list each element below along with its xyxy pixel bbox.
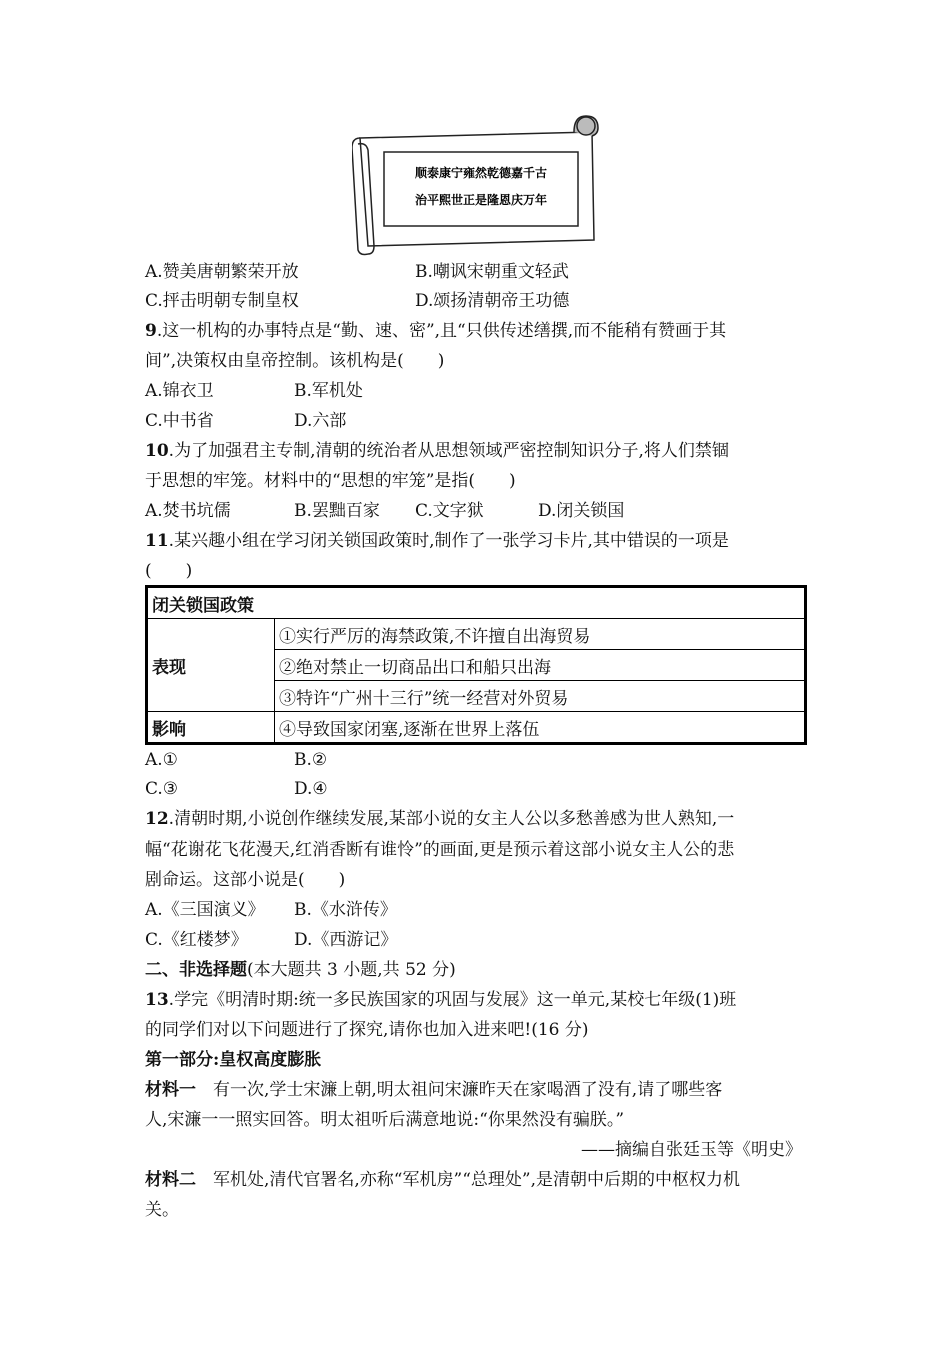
table-row <box>147 587 806 619</box>
q9-option-d: D.六部 <box>294 411 347 431</box>
q12-option-a: A.《三国演义》 <box>145 900 265 920</box>
material1-line2: 人,宋濂一一照实回答。明太祖听后满意地说:“你果然没有骗朕。” <box>145 1110 625 1130</box>
part1-label: 第一部分 <box>145 1050 213 1070</box>
material1-text1: 有一次,学士宋濂上朝,明太祖问宋濂昨天在家喝酒了没有,请了哪些客 <box>196 1080 723 1100</box>
q12-stem-line1 <box>145 809 815 829</box>
section-heading <box>145 960 815 980</box>
q8-option-b: B.嘲讽宋朝重文轻武 <box>415 262 569 282</box>
scroll-text-line1: 顺泰康宁雍然乾德嘉千古 <box>414 166 548 180</box>
q12-stem-line3: 剧命运。这部小说是( ) <box>145 870 346 890</box>
section-note: (本大题共 3 小题,共 52 分) <box>247 960 456 980</box>
q12-option-b: B.《水浒传》 <box>294 900 397 920</box>
q8-option-a: A.赞美唐朝繁荣开放 <box>145 262 299 282</box>
q12-stem-line2: 幅“花谢花飞花漫天,红消香断有谁怜”的画面,更是预示着这部小说女主人公的悲 <box>145 840 735 860</box>
q10-option-d: D.闭关锁国 <box>538 501 625 521</box>
material1-source: ——摘编自张廷玉等《明史》 <box>581 1140 802 1160</box>
material2-line1 <box>145 1170 815 1190</box>
q13-part1-heading <box>145 1050 815 1070</box>
table-cell-item3: ③特许“广州十三行”统一经营对外贸易 <box>275 681 806 712</box>
scroll-illustration <box>352 114 602 260</box>
q12-option-d: D.《西游记》 <box>294 930 398 950</box>
q9-option-c: C.中书省 <box>145 411 214 431</box>
q9-option-a: A.锦衣卫 <box>145 381 214 401</box>
q8-option-c: C.抨击明朝专制皇权 <box>145 291 299 311</box>
section-title: 二、非选择题 <box>145 960 247 980</box>
material1-label: 材料一 <box>145 1080 196 1100</box>
material1-line1 <box>145 1080 815 1100</box>
table-row <box>147 712 806 744</box>
q10-stem-line2: 于思想的牢笼。材料中的“思想的牢笼”是指( ) <box>145 471 516 491</box>
q13-text1: .学完《明清时期:统一多民族国家的巩固与发展》这一单元,某校七年级(1)班 <box>168 990 737 1010</box>
material2-label: 材料二 <box>145 1170 196 1190</box>
table-title: 闭关锁国政策 <box>147 587 806 619</box>
q10-number: 10 <box>145 441 169 461</box>
q11-stem-line1 <box>145 531 815 551</box>
q11-option-a: A.① <box>145 750 178 770</box>
q11-option-b: B.② <box>294 750 328 770</box>
q10-option-c: C.文字狱 <box>415 501 484 521</box>
q11-stem-line2: ( ) <box>145 561 193 581</box>
table-cell-effect: ④导致国家闭塞,逐渐在世界上落伍 <box>275 712 806 744</box>
study-card-table <box>145 585 807 745</box>
q10-option-b: B.罢黜百家 <box>294 501 380 521</box>
table-row <box>147 619 806 650</box>
table-cell-item1: ①实行严厉的海禁政策,不许擅自出海贸易 <box>275 619 806 650</box>
q11-number: 11 <box>145 531 169 551</box>
q9-number: 9 <box>145 321 157 341</box>
material2-line2: 关。 <box>145 1200 179 1220</box>
q11-text1: .某兴趣小组在学习闭关锁国政策时,制作了一张学习卡片,其中错误的一项是 <box>168 531 729 551</box>
q9-stem-line1 <box>145 321 815 341</box>
q12-text1: .清朝时期,小说创作继续发展,某部小说的女主人公以多愁善感为世人熟知,一 <box>168 809 735 829</box>
row-label-performance: 表现 <box>147 619 275 712</box>
q13-stem-line1 <box>145 990 815 1010</box>
q9-option-b: B.军机处 <box>294 381 363 401</box>
q10-stem-line1 <box>145 441 815 461</box>
q9-text1: .这一机构的办事特点是“勤、速、密”,且“只供传述缮撰,而不能稍有赞画于其 <box>156 321 727 341</box>
table-cell-item2: ②绝对禁止一切商品出口和船只出海 <box>275 650 806 681</box>
q12-option-c: C.《红楼梦》 <box>145 930 248 950</box>
q12-number: 12 <box>145 809 169 829</box>
material2-text1: 军机处,清代官署名,亦称“军机房”“总理处”,是清朝中后期的中枢权力机 <box>196 1170 740 1190</box>
q13-stem-line2: 的同学们对以下问题进行了探究,请你也加入进来吧!(16 分) <box>145 1020 589 1040</box>
q11-option-c: C.③ <box>145 779 179 799</box>
q10-text1: .为了加强君主专制,清朝的统治者从思想领域严密控制知识分子,将人们禁锢 <box>168 441 729 461</box>
scroll-text-line2: 治平熙世正是隆恩庆万年 <box>414 193 548 207</box>
q8-option-d: D.颂扬清朝帝王功德 <box>415 291 570 311</box>
q13-number: 13 <box>145 990 169 1010</box>
part1-title: :皇权高度膨胀 <box>213 1050 322 1070</box>
q10-option-a: A.焚书坑儒 <box>145 501 231 521</box>
row-label-effect: 影响 <box>147 712 275 744</box>
q11-option-d: D.④ <box>294 779 328 799</box>
q9-stem-line2: 间”,决策权由皇帝控制。该机构是( ) <box>145 351 445 371</box>
